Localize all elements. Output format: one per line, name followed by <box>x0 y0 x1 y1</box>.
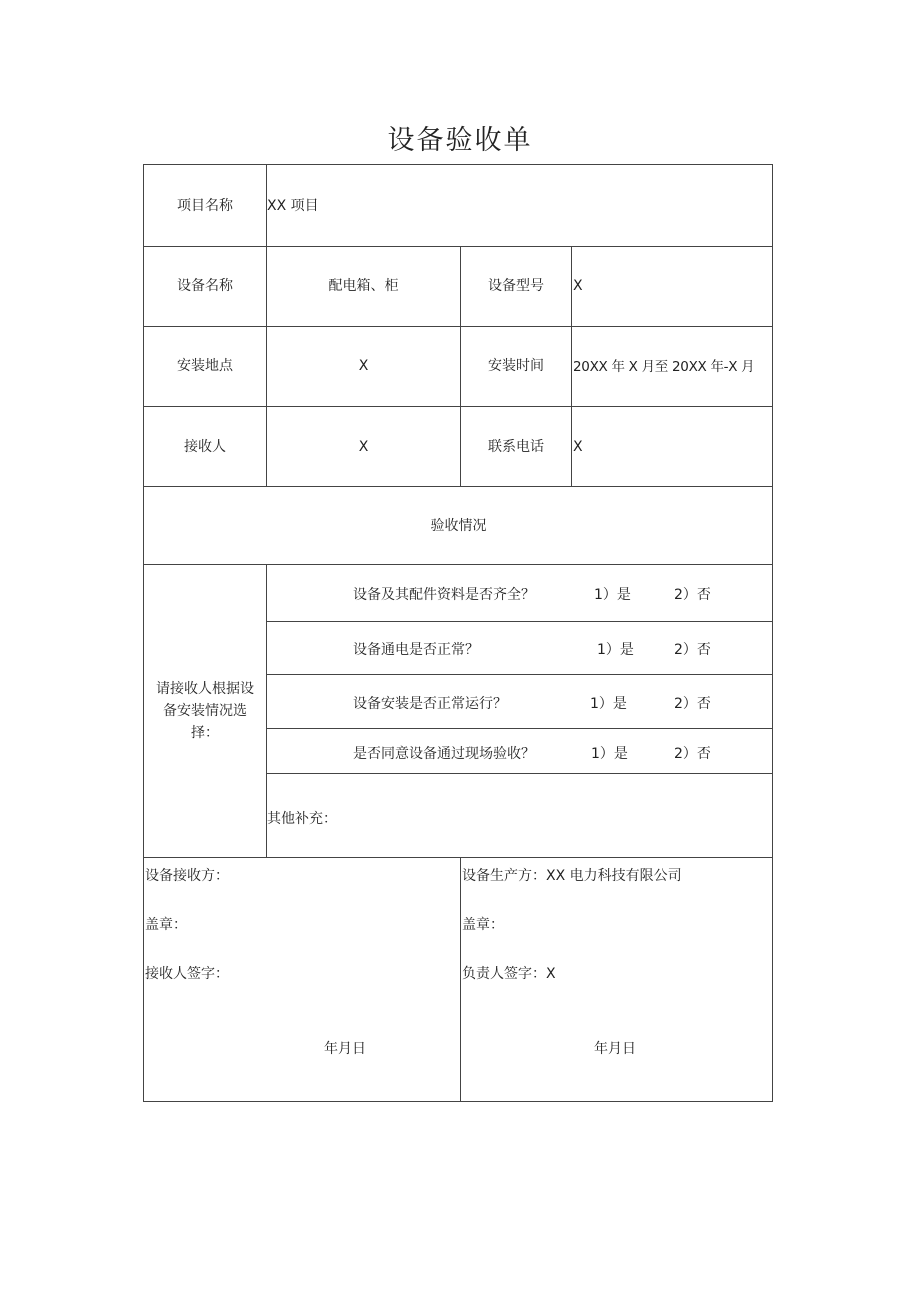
manufacturer-party-label: 设备生产方：XX 电力科技有限公司 <box>462 868 682 884</box>
row-divider <box>144 326 773 327</box>
device-model-value: X <box>573 278 583 294</box>
receiver-value: X <box>358 439 369 455</box>
question-2-yes-option[interactable]: 1）是 <box>597 642 634 658</box>
question-1-no-option[interactable]: 2）否 <box>674 587 711 603</box>
instruction-text: 请接收人根据设备安装情况选择： <box>156 681 254 741</box>
question-3-text: 设备安装是否正常运行？ <box>353 696 507 712</box>
install-place-label: 安装地点 <box>177 358 233 374</box>
project-name-value: XX 项目 <box>267 198 319 214</box>
manufacturer-date-label: 年月日 <box>594 1041 636 1057</box>
receiver-date-label: 年月日 <box>324 1041 366 1057</box>
row-divider <box>144 246 773 247</box>
device-model-label: 设备型号 <box>488 278 544 294</box>
device-name-label: 设备名称 <box>177 278 233 294</box>
manufacturer-signature-label[interactable]: 负责人签字：X <box>462 966 556 982</box>
row-divider <box>266 773 773 774</box>
question-2-text: 设备通电是否正常？ <box>353 642 479 658</box>
question-1-text: 设备及其配件资料是否齐全？ <box>353 587 535 603</box>
question-4-yes-option[interactable]: 1）是 <box>591 746 628 762</box>
question-3-yes-option[interactable]: 1）是 <box>590 696 627 712</box>
project-name-label: 项目名称 <box>177 198 233 214</box>
phone-label: 联系电话 <box>488 439 544 455</box>
row-divider <box>144 564 773 565</box>
question-1-yes-option[interactable]: 1）是 <box>594 587 631 603</box>
receiver-seal-label: 盖章： <box>145 917 187 933</box>
acceptance-section-header: 验收情况 <box>430 518 487 534</box>
question-4-no-option[interactable]: 2）否 <box>674 746 711 762</box>
document-title: 设备验收单 <box>387 125 533 156</box>
question-3-no-option[interactable]: 2）否 <box>674 696 711 712</box>
receiver-label: 接收人 <box>184 439 226 455</box>
install-time-value: 20XX 年 X 月至 20XX 年-X 月 <box>573 359 755 375</box>
install-time-label: 安装时间 <box>488 358 544 374</box>
row-divider <box>266 728 773 729</box>
device-name-value: 配电箱、柜 <box>328 278 399 294</box>
row-divider <box>266 674 773 675</box>
install-place-value: X <box>358 358 369 374</box>
acceptance-form <box>143 164 773 1102</box>
row-divider <box>266 621 773 622</box>
question-2-no-option[interactable]: 2）否 <box>674 642 711 658</box>
manufacturer-seal-label: 盖章： <box>462 917 504 933</box>
phone-value: X <box>573 439 583 455</box>
receiver-signature-label[interactable]: 接收人签字： <box>145 966 229 982</box>
column-divider <box>571 246 572 486</box>
question-4-text: 是否同意设备通过现场验收？ <box>353 746 535 762</box>
row-divider <box>144 486 773 487</box>
other-supplement-field[interactable]: 其他补充： <box>267 811 337 827</box>
row-divider <box>144 857 773 858</box>
column-divider <box>460 857 461 1102</box>
receiver-party-label: 设备接收方： <box>145 868 229 884</box>
row-divider <box>144 406 773 407</box>
